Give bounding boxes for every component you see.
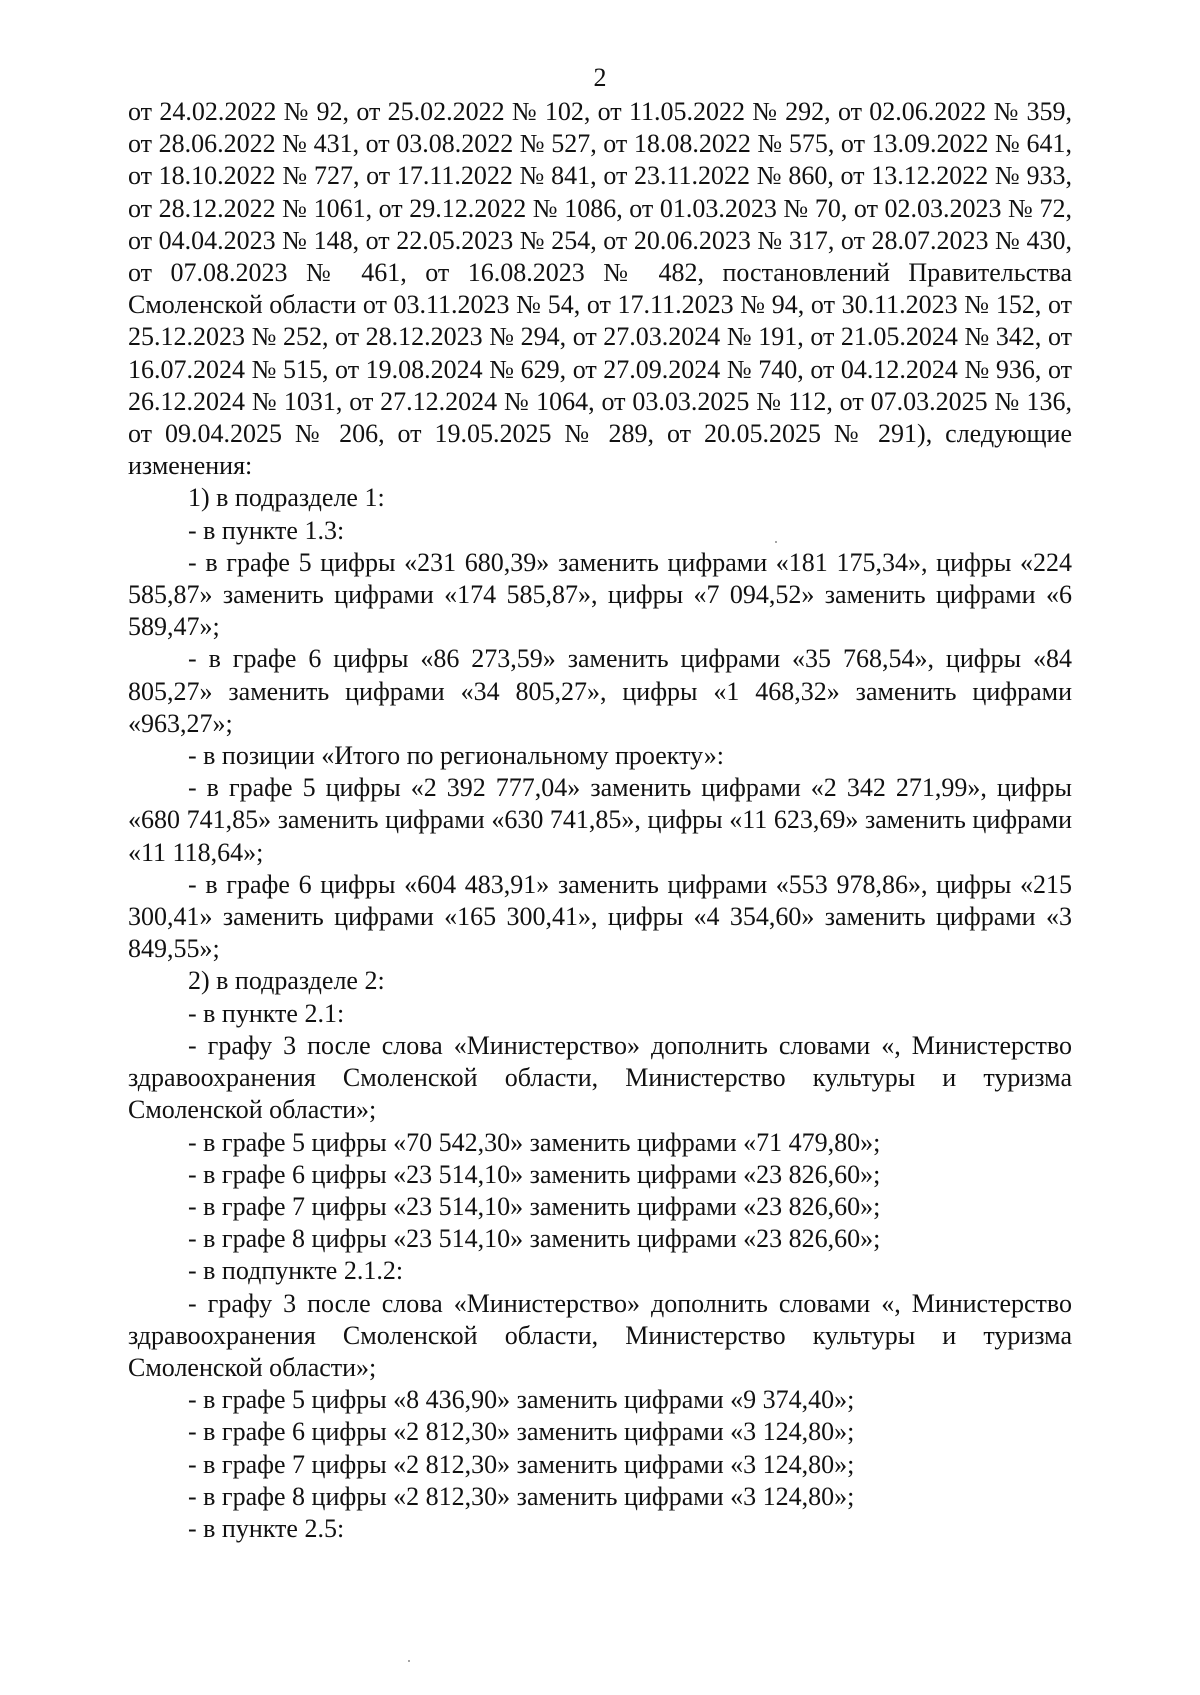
paragraph-item-1-3: - в пункте 1.3: (188, 515, 345, 545)
paragraph-total-column-5: - в графе 5 цифры «2 392 777,04» заменить цифрами «2 342 271,99», цифры «680 741,85» заменить цифрами «630 741,85», цифры «11 623,69» заменить цифрами «11 118,64»; (128, 773, 1072, 867)
paragraph-2-1-2-column-5: - в графе 5 цифры «8 436,90» заменить цифрами «9 374,40»; (188, 1385, 855, 1415)
paragraph-2-1-column-5: - в графе 5 цифры «70 542,30» заменить цифрами «71 479,80»; (188, 1127, 881, 1157)
paragraph-total-position: - в позиции «Итого по региональному проекту»: (188, 741, 724, 771)
paragraph-2-1-2-column-6: - в графе 6 цифры «2 812,30» заменить цифрами «3 124,80»; (188, 1417, 855, 1447)
document-body (128, 96, 1072, 1545)
paragraph-item-2-5: - в пункте 2.5: (188, 1513, 345, 1543)
paragraph-subsection-1: 1) в подразделе 1: (188, 483, 385, 513)
paragraph-amendment-list: от 24.02.2022 № 92, от 25.02.2022 № 102, от 11.05.2022 № 292, от 02.06.2022 № 359, от 28.06.2022 № 431, от 03.08.2022 № 527, от 18.08.2022 № 575, от 13.09.2022 № 641, от 18.10.2022 № 727, от 17.11.2022 № 841, от 23.11.2022 № 860, от 13.12.2022 № 933, от 28.12.2022 № 1061, от 29.12.2022 № 1086, от 01.03.2023 № 70, от 02.03.2023 № 72, от 04.04.2023 № 148, от 22.05.2023 № 254, от 20.06.2023 № 317, от 28.07.2023 № 430, от 07.08.2023 № 461, от 16.08.2023 № 482, постановлений Правительства Смоленской области от 03.11.2023 № 54, от 17.11.2023 № 94, от 30.11.2023 № 152, от 25.12.2023 № 252, от 28.12.2023 № 294, от 27.03.2024 № 191, от 21.05.2024 № 342, от 16.07.2024 № 515, от 19.08.2024 № 629, от 27.09.2024 № 740, от 04.12.2024 № 936, от 26.12.2024 № 1031, от 27.12.2024 № 1064, от 03.03.2025 № 112, от 07.03.2025 № 136, от 09.04.2025 № 206, от 19.05.2025 № 289, от 20.05.2025 № 291), следующие изменения: (128, 97, 1072, 481)
paragraph-2-1-column-6: - в графе 6 цифры «23 514,10» заменить цифрами «23 826,60»; (188, 1159, 881, 1189)
paragraph-2-1-2-column-8: - в графе 8 цифры «2 812,30» заменить цифрами «3 124,80»; (188, 1481, 855, 1511)
paragraph-subitem-2-1-2: - в подпункте 2.1.2: (188, 1256, 404, 1286)
paragraph-1-3-column-6: - в графе 6 цифры «86 273,59» заменить цифрами «35 768,54», цифры «84 805,27» заменить цифрами «34 805,27», цифры «1 468,32» заменить цифрами «963,27»; (128, 644, 1072, 738)
scan-speck (408, 1660, 410, 1662)
paragraph-2-1-column-8: - в графе 8 цифры «23 514,10» заменить цифрами «23 826,60»; (188, 1224, 881, 1254)
paragraph-total-column-6: - в графе 6 цифры «604 483,91» заменить цифрами «553 978,86», цифры «215 300,41» заменить цифрами «165 300,41», цифры «4 354,60» заменить цифрами «3 849,55»; (128, 869, 1072, 964)
paragraph-2-1-2-column-7: - в графе 7 цифры «2 812,30» заменить цифрами «3 124,80»; (188, 1449, 855, 1479)
paragraph-2-1-column-3: - графу 3 после слова «Министерство» дополнить словами «, Министерство здравоохранения Смоленской области, Министерство культуры и туризма Смоленской области»; (128, 1030, 1072, 1125)
page-number: 2 (593, 63, 607, 92)
paragraph-1-3-column-5: - в графе 5 цифры «231 680,39» заменить цифрами «181 175,34», цифры «224 585,87» заменить цифрами «174 585,87», цифры «7 094,52» заменить цифрами «6 589,47»; (128, 547, 1072, 642)
paragraph-2-1-2-column-3: - графу 3 после слова «Министерство» дополнить словами «, Министерство здравоохранения Смоленской области, Министерство культуры и туризма Смоленской области»; (128, 1288, 1072, 1382)
paragraph-subsection-2: 2) в подразделе 2: (188, 966, 385, 996)
scan-speck (775, 541, 777, 543)
paragraph-2-1-column-7: - в графе 7 цифры «23 514,10» заменить цифрами «23 826,60»; (188, 1191, 881, 1221)
paragraph-item-2-1: - в пункте 2.1: (188, 998, 345, 1028)
